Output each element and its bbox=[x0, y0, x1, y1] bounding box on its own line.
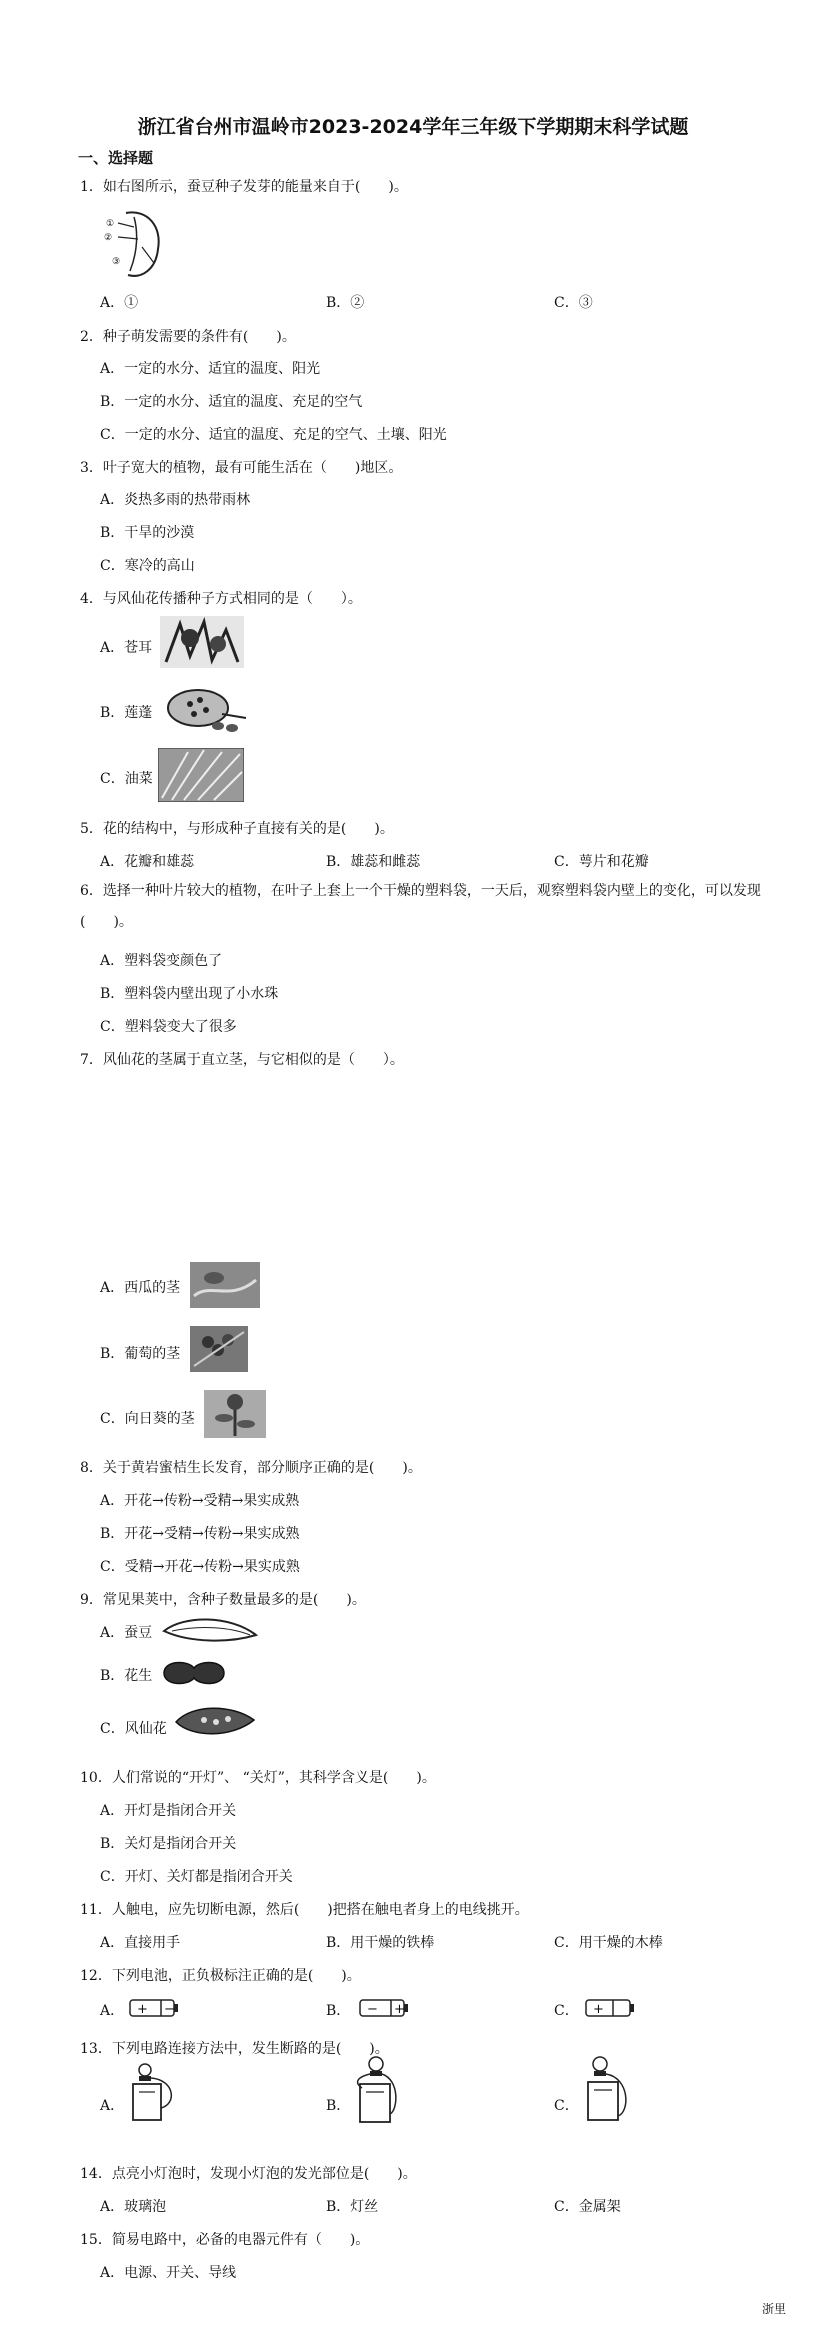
circuit-b-diagram bbox=[350, 2054, 406, 2128]
q11-option-b[interactable]: B．用干燥的铁棒 bbox=[326, 1935, 435, 1951]
cocklebur-image bbox=[160, 616, 244, 668]
lotus-pod-image bbox=[160, 684, 250, 734]
q4-option-c[interactable]: C．油菜 bbox=[100, 771, 153, 787]
question-7: 7．风仙花的茎属于直立茎，与它相似的是（ ）。 bbox=[80, 1052, 404, 1068]
battery-a-icon bbox=[127, 1995, 181, 2021]
sunflower-stem-image bbox=[204, 1390, 266, 1438]
q8-option-a[interactable]: A．开花→传粉→受精→果实成熟 bbox=[100, 1493, 300, 1509]
q14-option-b[interactable]: B．灯丝 bbox=[326, 2199, 379, 2215]
q14-option-a[interactable]: A．玻璃泡 bbox=[100, 2199, 167, 2215]
q11-option-a[interactable]: A．直接用手 bbox=[100, 1935, 181, 1951]
question-9: 9．常见果荚中，含种子数量最多的是( )。 bbox=[80, 1592, 366, 1608]
q3-option-a[interactable]: A．炎热多雨的热带雨林 bbox=[100, 492, 251, 508]
section-heading: 一、选择题 bbox=[78, 149, 154, 167]
q2-option-c[interactable]: C．一定的水分、适宜的温度、充足的空气、土壤、阳光 bbox=[100, 427, 447, 443]
q6-option-c[interactable]: C．塑料袋变大了很多 bbox=[100, 1019, 237, 1035]
circuit-a-diagram bbox=[125, 2060, 185, 2126]
q3-option-b[interactable]: B．干旱的沙漠 bbox=[100, 525, 195, 541]
q13-option-a[interactable]: A． bbox=[100, 2098, 125, 2114]
page-title: 浙江省台州市温岭市2023-2024学年三年级下学期期末科学试题 bbox=[137, 116, 689, 138]
rapeseed-image bbox=[158, 748, 244, 802]
q9-option-b[interactable]: B．花生 bbox=[100, 1668, 153, 1684]
q12-option-c[interactable]: C． bbox=[554, 2003, 579, 2019]
question-5: 5．花的结构中，与形成种子直接有关的是( )。 bbox=[80, 821, 394, 837]
grape-stem-image bbox=[190, 1326, 248, 1372]
watermelon-stem-image bbox=[190, 1262, 260, 1308]
q11-option-c[interactable]: C．用干燥的木棒 bbox=[554, 1935, 663, 1951]
q6-option-a[interactable]: A．塑料袋变颜色了 bbox=[100, 953, 223, 969]
q1-option-b[interactable]: B．② bbox=[326, 295, 365, 311]
q4-option-b[interactable]: B．莲蓬 bbox=[100, 705, 153, 721]
battery-a-right-mark: − bbox=[164, 2002, 175, 2017]
question-11: 11．人触电，应先切断电源，然后( )把搭在触电者身上的电线挑开。 bbox=[80, 1902, 529, 1918]
q10-option-c[interactable]: C．开灯、关灯都是指闭合开关 bbox=[100, 1869, 293, 1885]
question-4: 4．与风仙花传播种子方式相同的是（ ）。 bbox=[80, 591, 362, 607]
q6-option-b[interactable]: B．塑料袋内壁出现了小水珠 bbox=[100, 986, 279, 1002]
circuit-c-diagram bbox=[578, 2054, 636, 2128]
q5-option-b[interactable]: B．雄蕊和雌蕊 bbox=[326, 854, 421, 870]
q7-option-a[interactable]: A．西瓜的茎 bbox=[100, 1280, 181, 1296]
q9-option-a[interactable]: A．蚕豆 bbox=[100, 1625, 153, 1641]
q10-option-b[interactable]: B．关灯是指闭合开关 bbox=[100, 1836, 237, 1852]
q8-option-c[interactable]: C．受精→开花→传粉→果实成熟 bbox=[100, 1559, 300, 1575]
question-8: 8．关于黄岩蜜桔生长发育，部分顺序正确的是( )。 bbox=[80, 1460, 422, 1476]
q10-option-a[interactable]: A．开灯是指闭合开关 bbox=[100, 1803, 237, 1819]
question-13: 13．下列电路连接方法中，发生断路的是( )。 bbox=[80, 2041, 389, 2057]
question-15: 15．简易电路中，必备的电器元件有（ )。 bbox=[80, 2232, 370, 2248]
seed-diagram bbox=[98, 207, 164, 281]
q12-option-b[interactable]: B． bbox=[326, 2003, 351, 2019]
question-12: 12．下列电池，正负极标注正确的是( )。 bbox=[80, 1968, 361, 1984]
seed-label-3: ③ bbox=[112, 257, 121, 267]
q5-option-a[interactable]: A．花瓣和雄蕊 bbox=[100, 854, 195, 870]
battery-a-left-mark: + bbox=[137, 2002, 148, 2017]
q12-option-a[interactable]: A． bbox=[100, 2003, 125, 2019]
q14-option-c[interactable]: C．金属架 bbox=[554, 2199, 621, 2215]
q13-option-c[interactable]: C． bbox=[554, 2098, 579, 2114]
broad-bean-pod-image bbox=[160, 1613, 260, 1647]
battery-c-icon bbox=[583, 1995, 637, 2021]
battery-c-left-mark: + bbox=[593, 2002, 604, 2017]
battery-b-icon bbox=[357, 1995, 411, 2021]
q8-option-b[interactable]: B．开花→受精→传粉→果实成熟 bbox=[100, 1526, 300, 1542]
battery-b-left-mark: − bbox=[367, 2002, 378, 2017]
question-14: 14．点亮小灯泡时，发现小灯泡的发光部位是( )。 bbox=[80, 2166, 417, 2182]
battery-b-right-mark: + bbox=[394, 2002, 405, 2017]
seed-label-1: ① bbox=[106, 219, 115, 229]
q3-option-c[interactable]: C．寒冷的高山 bbox=[100, 558, 195, 574]
seed-label-2: ② bbox=[104, 233, 113, 243]
q2-option-b[interactable]: B．一定的水分、适宜的温度、充足的空气 bbox=[100, 394, 363, 410]
q1-option-a[interactable]: A．① bbox=[100, 295, 139, 311]
q7-option-c[interactable]: C．向日葵的茎 bbox=[100, 1411, 195, 1427]
q4-option-a[interactable]: A．苍耳 bbox=[100, 640, 153, 656]
q13-option-b[interactable]: B． bbox=[326, 2098, 351, 2114]
question-3: 3．叶子宽大的植物，最有可能生活在（ )地区。 bbox=[80, 460, 403, 476]
peanut-image bbox=[158, 1656, 230, 1690]
q5-option-c[interactable]: C．萼片和花瓣 bbox=[554, 854, 649, 870]
q15-option-a[interactable]: A．电源、开关、导线 bbox=[100, 2265, 237, 2281]
question-10: 10．人们常说的“开灯”、 “关灯”，其科学含义是( )。 bbox=[80, 1770, 436, 1786]
question-1: 1．如右图所示，蚕豆种子发芽的能量来自于( )。 bbox=[80, 179, 408, 195]
q7-option-b[interactable]: B．葡萄的茎 bbox=[100, 1346, 181, 1362]
q1-option-c[interactable]: C．③ bbox=[554, 295, 593, 311]
balsam-pod-image bbox=[172, 1702, 258, 1740]
question-6: 6．选择一种叶片较大的植物，在叶子上套上一个干燥的塑料袋，一天后，观察塑料袋内壁上的变化，可以发现( )。 bbox=[80, 883, 761, 930]
question-2: 2．种子萌发需要的条件有( )。 bbox=[80, 329, 296, 345]
page-footer: 浙里 bbox=[761, 2302, 786, 2316]
q2-option-a[interactable]: A．一定的水分、适宜的温度、阳光 bbox=[100, 361, 321, 377]
q9-option-c[interactable]: C．风仙花 bbox=[100, 1721, 167, 1737]
